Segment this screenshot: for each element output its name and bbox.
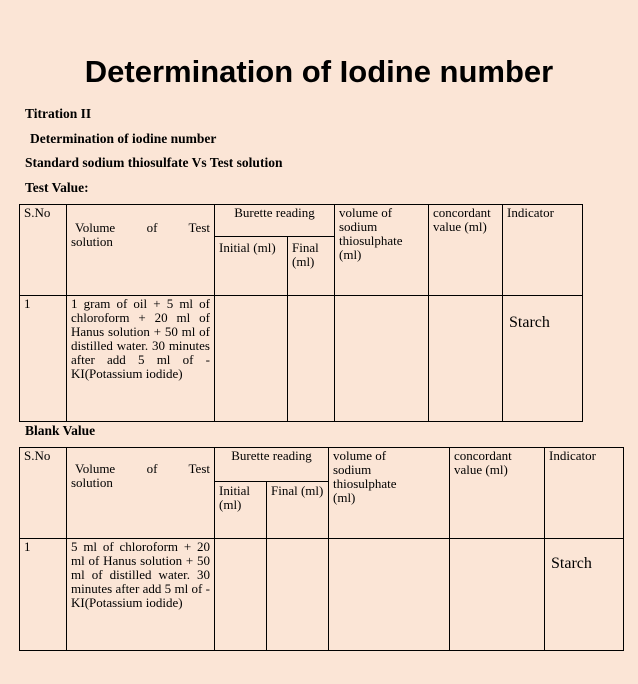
blank-value-label: Blank Value (25, 423, 96, 438)
header-final: Final (ml) (288, 237, 335, 296)
blank-header-volume (67, 448, 215, 539)
page-title: Determination of Iodine number (84, 54, 554, 89)
blank-row-volume: 5 ml of chloroform + 20 ml of Hanus solution + 50 ml of distilled water. 30 minutes after add 5 ml of -KI(Potassium iodide) (67, 539, 215, 651)
header-volume (67, 205, 215, 296)
header-indicator: Indicator (503, 205, 583, 296)
test-row-sno: 1 (20, 296, 67, 422)
test-row-thiosulphate (335, 296, 429, 422)
header-burette: Burette reading (215, 205, 335, 237)
test-value-table (19, 204, 583, 422)
blank-row-indicator: Starch (545, 539, 624, 651)
blank-row-sno: 1 (20, 539, 67, 651)
determination-label: Determination of iodine number (30, 131, 217, 146)
test-row-final (288, 296, 335, 422)
standard-label: Standard sodium thiosulfate Vs Test solution (25, 155, 283, 170)
blank-value-table (19, 447, 624, 651)
blank-row-initial (215, 539, 267, 651)
blank-header-volume-line1: Volume of Test (75, 461, 210, 476)
test-row-initial (215, 296, 288, 422)
header-volume-line2: solution (71, 234, 113, 249)
header-concordant: concordant value (ml) (429, 205, 503, 296)
test-row-volume: 1 gram of oil + 5 ml of chloroform + 20 ml of Hanus solution + 50 ml of distilled water. 30 minutes after add 5 ml of -KI(Potassium iodide) (67, 296, 215, 422)
header-sno: S.No (20, 205, 67, 296)
header-volume-line1: Volume of Test (75, 220, 210, 235)
blank-header-thiosulphate: volume of sodium thiosulphate (ml) (329, 448, 450, 539)
blank-header-burette: Burette reading (215, 448, 329, 482)
titration-label: Titration II (25, 106, 92, 121)
blank-header-sno: S.No (20, 448, 67, 539)
blank-header-concordant: concordant value (ml) (450, 448, 545, 539)
test-value-label: Test Value: (25, 180, 89, 195)
blank-header-volume-line2: solution (71, 475, 113, 490)
blank-header-indicator: Indicator (545, 448, 624, 539)
blank-row-thiosulphate (329, 539, 450, 651)
header-initial: Initial (ml) (215, 237, 288, 296)
blank-row-final (267, 539, 329, 651)
test-row-concordant (429, 296, 503, 422)
test-row-indicator: Starch (503, 296, 583, 422)
blank-header-initial: Initial (ml) (215, 482, 267, 539)
header-thiosulphate: volume of sodium thiosulphate (ml) (335, 205, 429, 296)
blank-row-concordant (450, 539, 545, 651)
blank-header-final: Final (ml) (267, 482, 329, 539)
